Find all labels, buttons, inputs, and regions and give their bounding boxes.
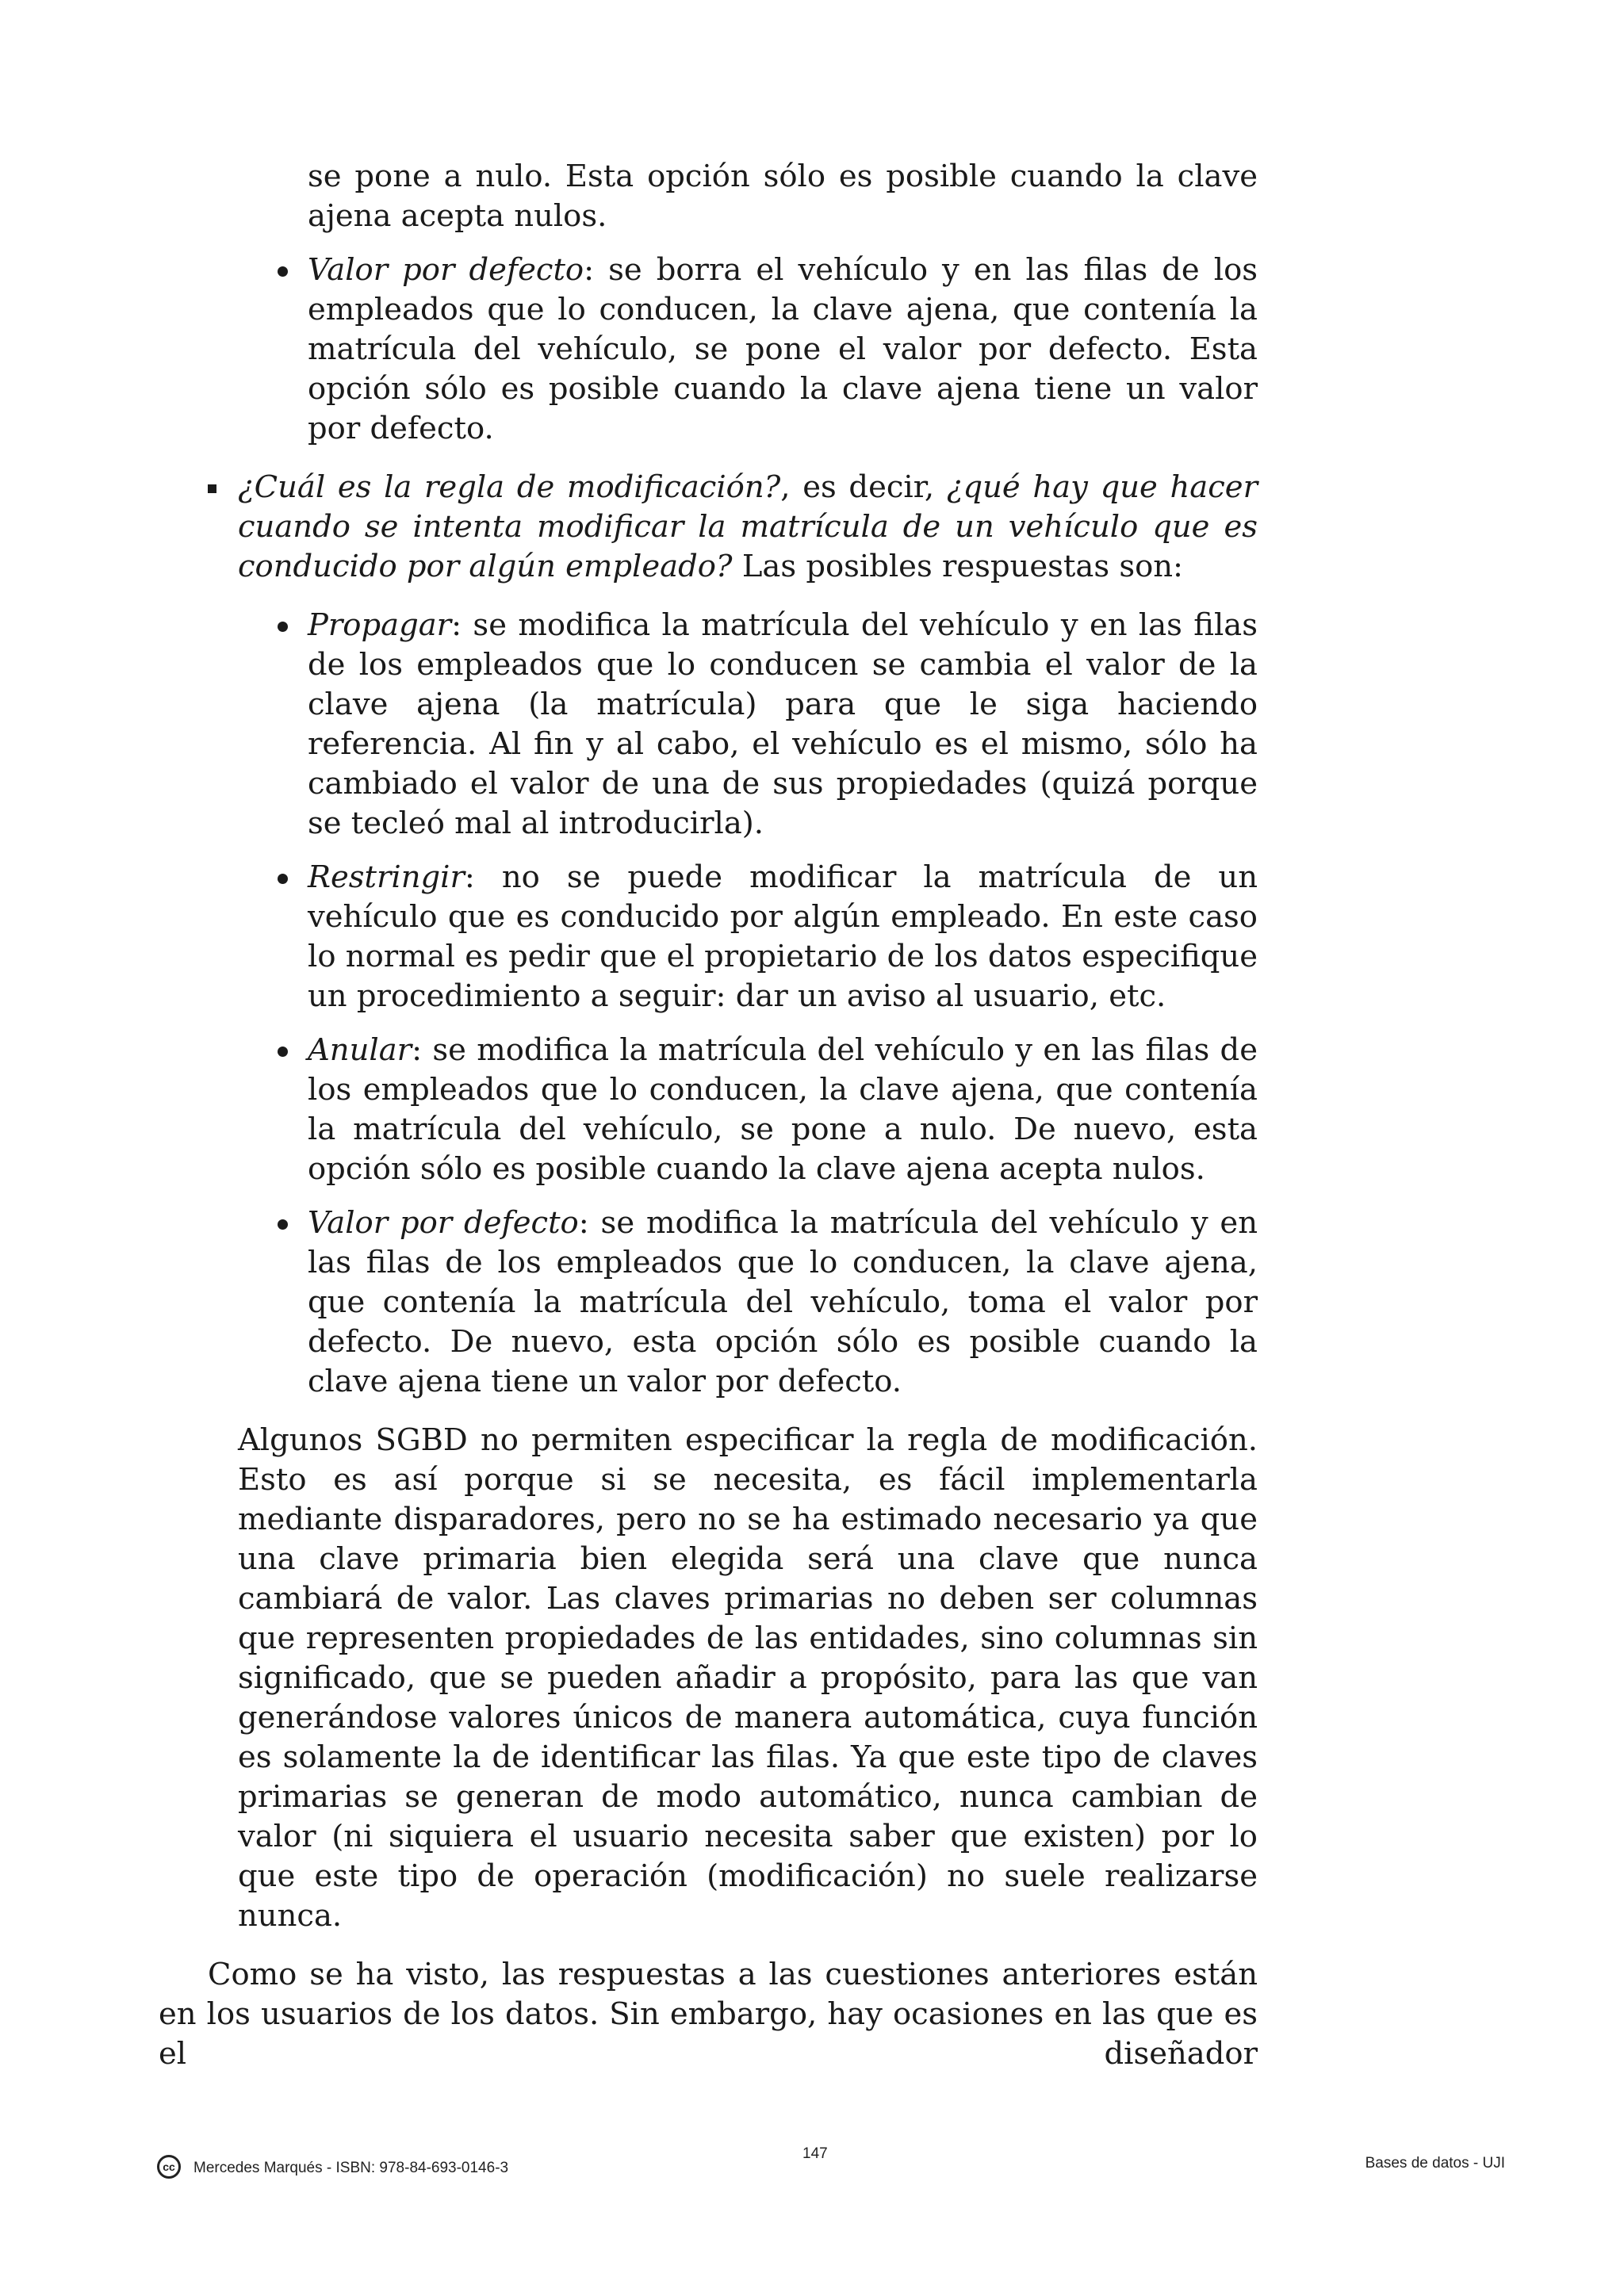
closing-paragraph-block bbox=[159, 1955, 1258, 2074]
list-item-text bbox=[308, 858, 1258, 1016]
bullet-dot bbox=[278, 1219, 288, 1230]
bullet-dot bbox=[278, 874, 288, 884]
list-item bbox=[308, 1203, 1258, 1402]
term-description: : se modifica la matrícula del vehículo y en las filas de los empleados que lo conducen, la clave ajena, que contenía la matrícula del vehículo, se pone a nulo. De nuevo, esta opción sólo es posible cuando la clave ajena acepta nulos. bbox=[308, 1032, 1258, 1187]
bullet-dot bbox=[278, 266, 288, 277]
list-item bbox=[308, 858, 1258, 1016]
footer-book-title: Bases de datos - UJI bbox=[1365, 2155, 1505, 2172]
list-item bbox=[308, 251, 1258, 449]
list-item-text bbox=[308, 251, 1258, 449]
question-label-2: ¿qué hay que hacer cuando se intenta modificar la matrícula de un vehículo que es conducido por algún empleado? bbox=[238, 469, 1258, 584]
question-connector: , es decir, bbox=[780, 469, 947, 505]
list-item-text bbox=[308, 1031, 1258, 1189]
modification-rule-item bbox=[238, 468, 1258, 587]
page-number: 147 bbox=[802, 2145, 828, 2162]
continuation-text: se pone a nulo. Esta opción sólo es posible cuando la clave ajena acepta nulos. bbox=[308, 159, 1258, 234]
sgbd-paragraph-block bbox=[238, 1421, 1258, 1936]
page-body bbox=[159, 157, 1258, 2074]
term-label: Valor por defecto bbox=[308, 252, 584, 288]
term-description: : se modifica la matrícula del vehículo y en las filas de los empleados que lo conducen, la clave ajena, que contenía la matrícula del vehículo, toma el valor por defecto. De nuevo, esta opción sólo es posible cuando la clave ajena tiene un valor por defecto. bbox=[308, 1205, 1258, 1399]
continuation-item bbox=[308, 157, 1258, 236]
list-item bbox=[308, 1031, 1258, 1189]
closing-paragraph: Como se ha visto, las respuestas a las cuestiones anteriores están en los usuarios de los datos. Sin embargo, hay ocasiones en las que es el diseñador bbox=[159, 1957, 1258, 2072]
term-description: : no se puede modificar la matrícula de un vehículo que es conducido por algún empleado. En este caso lo normal es pedir que el propietario de los datos especifique un procedimiento a seguir: dar un aviso al usuario, etc. bbox=[308, 859, 1258, 1014]
footer-author-isbn: Mercedes Marqués - ISBN: 978-84-693-0146-3 bbox=[193, 2160, 509, 2176]
term-label: Valor por defecto bbox=[308, 1205, 579, 1241]
list-item-text bbox=[308, 1203, 1258, 1402]
bullet-dot bbox=[278, 622, 288, 632]
term-description: : se borra el vehículo y en las filas de los empleados que lo conducen, la clave ajena, que contenía la matrícula del vehículo, se pone el valor por defecto. Esta opción sólo es posible cuando la clave ajena tiene un valor por defecto. bbox=[308, 252, 1258, 446]
question-label: ¿Cuál es la regla de modificación? bbox=[238, 469, 781, 505]
question-text bbox=[238, 468, 1258, 587]
creative-commons-icon: cc bbox=[157, 2155, 181, 2179]
bullet-dot bbox=[278, 1047, 288, 1057]
term-label: Propagar bbox=[308, 607, 452, 643]
term-description: : se modifica la matrícula del vehículo y en las filas de los empleados que lo conducen se cambia el valor de la clave ajena (la matrícula) para que le siga haciendo referencia. Al fin y al cabo, el vehículo es el mismo, sólo ha cambiado el valor de una de sus propiedades (quizá porque se tecleó mal al introducirla). bbox=[308, 607, 1258, 841]
sgbd-paragraph: Algunos SGBD no permiten especificar la regla de modificación. Esto es así porque si se necesita, es fácil implementarla mediante disparadores, pero no se ha estimado necesario ya que una clave primaria bien elegida será una clave que nunca cambiará de valor. Las claves primarias no deben ser columnas que representen propiedades de las entidades, sino columnas sin significado, que se pueden añadir a propósito, para las que van generándose valores únicos de manera automática, cuya función es solamente la de identificar las filas. Ya que este tipo de claves primarias se generan de modo automático, nunca cambian de valor (ni siquiera el usuario necesita saber que existen) por lo que este tipo de operación (modificación) no suele realizarse nunca. bbox=[238, 1422, 1258, 1934]
term-label: Restringir bbox=[308, 859, 465, 895]
term-label: Anular bbox=[308, 1032, 412, 1068]
list-item bbox=[308, 606, 1258, 844]
square-bullet bbox=[208, 484, 216, 493]
question-tail: Las posibles respuestas son: bbox=[732, 549, 1184, 584]
list-item-text bbox=[308, 606, 1258, 844]
